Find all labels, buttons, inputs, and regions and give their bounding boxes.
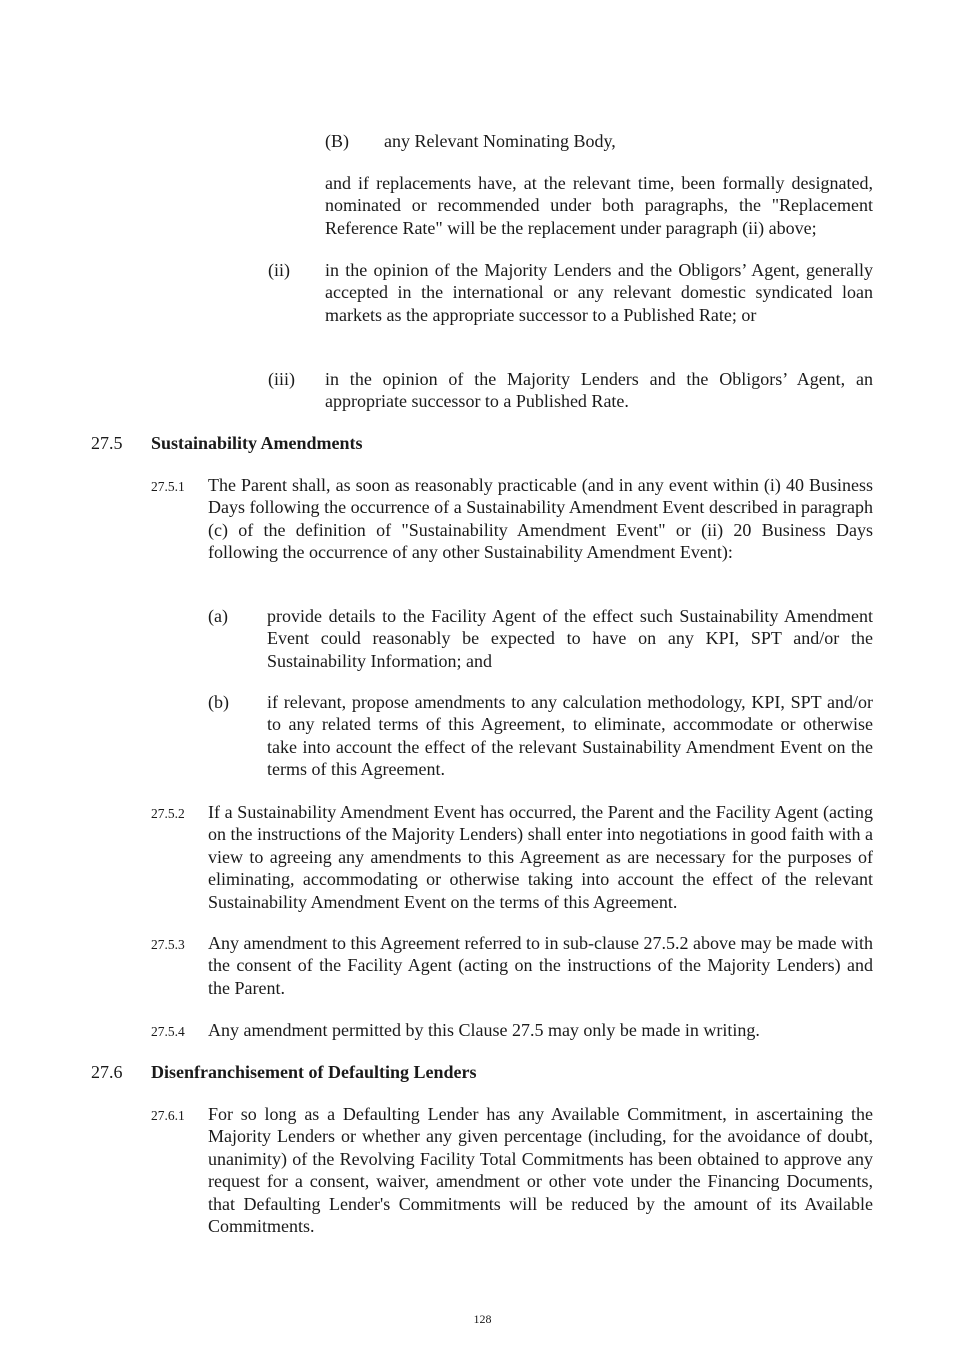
closing-paragraph: and if replacements have, at the relevant time, been formally designated, nominated or recommended under both paragraphs, the "Replacement Reference Rate" will be the replacement under paragraph (ii) above; [325,173,873,238]
clause-number: 27.6.1 [151,1108,185,1123]
item-b-text-lower: if relevant, propose amendments to any calculation methodology, KPI, SPT and/or to any related terms of this Agreement, to eliminate, accommodate or otherwise take into account the effect of the relevant Sustainability Amendment Event on the terms of this Agreement. [267,692,873,780]
item-iii-text: in the opinion of the Majority Lenders and the Obligors’ Agent, an appropriate successor to a Published Rate. [325,369,873,412]
section-heading: Sustainability Amendments [151,433,363,453]
page-number: 128 [473,1312,492,1326]
section-heading: Disenfranchisement of Defaulting Lenders [151,1062,477,1082]
clause-number: 27.5.1 [151,479,185,494]
item-ii-label: (ii) [268,260,290,280]
item-b-text: any Relevant Nominating Body, [384,131,616,151]
item-b-label: (B) [325,131,349,151]
item-b-label-lower: (b) [208,692,229,712]
clause-text: The Parent shall, as soon as reasonably practicable (and in any event within (i) 40 Business Days following the occurrence of a Sustainability Amendment Event described in paragraph (c) of the definition of "Sustainability Amendment Event" or (ii) 20 Business Days following the occurrence of any other Sustainability Amendment Event): [208,475,873,563]
section-number: 27.6 [91,1062,123,1082]
clause-text: For so long as a Defaulting Lender has any Available Commitment, in ascertaining the Majority Lenders or whether any given percentage (including, for the avoidance of doubt, unanimity) of the Revolving Facility Total Commitments has been obtained to approve any request for a consent, waiver, amendment or other vote under the Financing Documents, that Defaulting Lender's Commitments will be reduced by the amount of its Available Commitments. [208,1104,873,1237]
item-iii-label: (iii) [268,369,295,389]
item-a-label: (a) [208,606,228,626]
item-a-text: provide details to the Facility Agent of the effect such Sustainability Amendment Event could reasonably be expected to have on any KPI, SPT and/or the Sustainability Information; and [267,606,873,671]
clause-text: If a Sustainability Amendment Event has occurred, the Parent and the Facility Agent (acting on the instructions of the Majority Lenders) shall enter into negotiations in good faith with a view to agreeing any amendments to this Agreement as are necessary for the purposes of eliminating, accommodating or otherwise taking into account the effect of the relevant Sustainability Amendment Event on the terms of this Agreement. [208,802,873,912]
clause-number: 27.5.4 [151,1024,185,1039]
clause-number: 27.5.2 [151,806,185,821]
clause-number: 27.5.3 [151,937,185,952]
item-ii-text: in the opinion of the Majority Lenders and the Obligors’ Agent, generally accepted in the international or any relevant domestic syndicated loan markets as the appropriate successor to a Published Rate; or [325,260,873,325]
clause-text: Any amendment permitted by this Clause 27.5 may only be made in writing. [208,1020,760,1040]
clause-text: Any amendment to this Agreement referred to in sub-clause 27.5.2 above may be made with the consent of the Facility Agent (acting on the instructions of the Majority Lenders) and the Parent. [208,933,873,998]
section-number: 27.5 [91,433,123,453]
